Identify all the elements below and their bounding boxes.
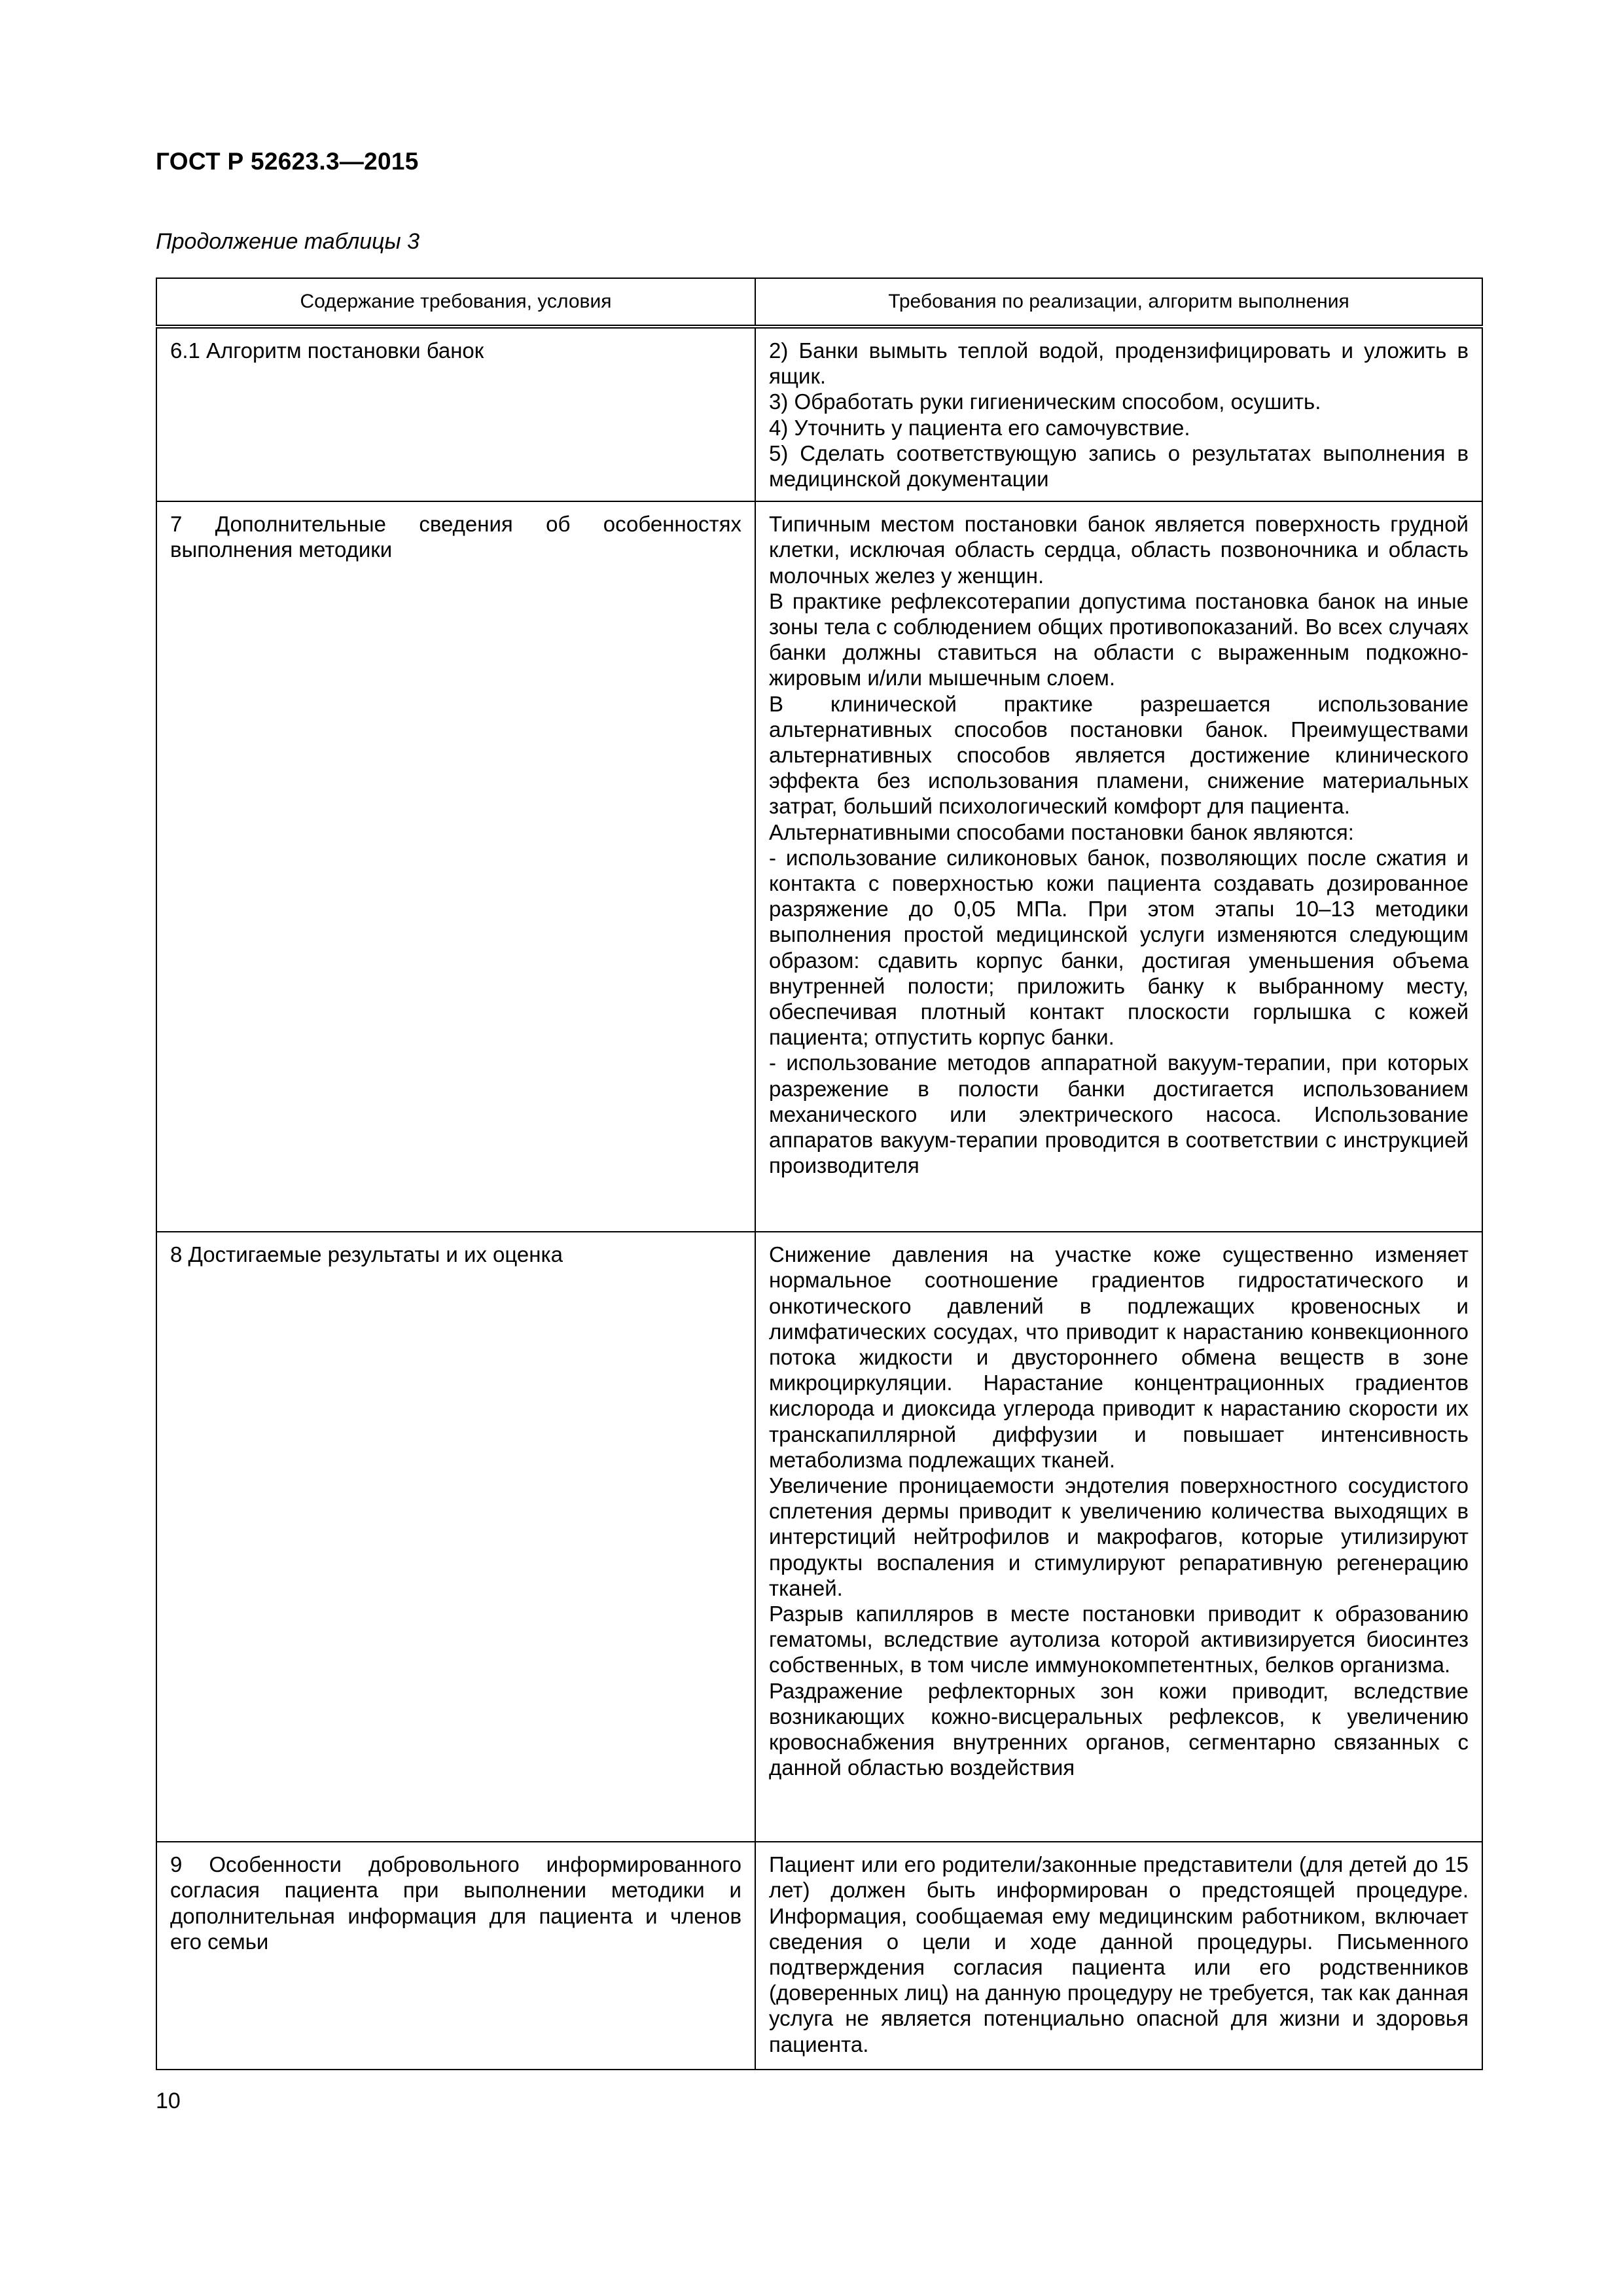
column-header-implementation: Требования по реализации, алгоритм выполнения <box>755 278 1482 327</box>
implementation-text: Типичным местом постановки банок является поверхность грудной клетки, исключая область сердца, область позвоночника и область молочных желез у женщин. В практике рефлексотерапии допустима постановка банок на иные зоны тела с соблюдением общих противопоказаний. Во всех случаях банки должны ставиться на области с выраженным подкожно-жировым и/или мышечным слоем. В клинической практике разрешается использование альтернативных способов постановки банок. Преимуществами альтернативных способов является достижение клинического эффекта без использования пламени, снижение материальных затрат, больший психологический комфорт для пациента. Альтернативными способами постановки банок являются: - использование силиконовых банок, позволяющих после сжатия и контакта с поверхностью кожи пациента создавать дозированное разряжение до 0,05 МПа. При этом этапы 10–13 методики выполнения простой медицинской услуги изменяются следующим образом: сдавить корпус банки, достигая уменьшения объема внутренней полости; приложить банку к выбранному месту, обеспечивая плотный контакт плоскости горлышка с кожей пациента; отпустить корпус банки. - использование методов аппаратной вакуум-терапии, при которых разрежение в полости банки достигается использованием механического или электрического насоса. Использование аппаратов вакуум-терапии проводится в соответствии с инструкцией производителя <box>769 512 1469 1178</box>
requirement-cell <box>156 1842 755 2070</box>
table-header <box>156 278 1482 327</box>
table-body <box>156 327 1482 2070</box>
requirement-text: 6.1 Алгоритм постановки банок <box>170 338 484 363</box>
table-row <box>156 327 1482 501</box>
document-header: ГОСТ Р 52623.3—2015 <box>156 148 419 175</box>
table-row <box>156 1232 1482 1842</box>
header-row <box>156 278 1482 327</box>
requirement-text: 9 Особенности добровольного информированного согласия пациента при выполнении методики и дополнительная информация для пациента и членов его семьи <box>170 1852 741 1954</box>
page-number: 10 <box>156 2089 181 2113</box>
table-row <box>156 501 1482 1232</box>
implementation-cell <box>755 1232 1482 1842</box>
requirement-text: 8 Достигаемые результаты и их оценка <box>170 1242 563 1267</box>
table-row <box>156 1842 1482 2070</box>
requirement-text: 7 Дополнительные сведения об особенностях выполнения методики <box>170 512 741 562</box>
requirements-table <box>156 278 1483 2070</box>
implementation-cell <box>755 501 1482 1232</box>
requirement-cell <box>156 327 755 501</box>
implementation-cell <box>755 327 1482 501</box>
implementation-text: 2) Банки вымыть теплой водой, продензифицировать и уложить в ящик. 3) Обработать руки гигиеническим способом, осушить. 4) Уточнить у пациента его самочувствие. 5) Сделать соответствующую запись о результатах выполнения в медицинской документации <box>769 338 1469 492</box>
requirement-cell <box>156 501 755 1232</box>
requirement-cell <box>156 1232 755 1842</box>
implementation-text: Пациент или его родители/законные представители (для детей до 15 лет) должен быть информирован о предстоящей процедуре. Информация, сообщаемая ему медицинским работником, включает сведения о цели и ходе данной процедуры. Письменного подтверждения согласия пациента или его родственников (доверенных лиц) на данную процедуру не требуется, так как данная услуга не является потенциально опасной для жизни и здоровья пациента. <box>769 1852 1469 2056</box>
column-header-requirement: Содержание требования, условия <box>156 278 755 327</box>
implementation-cell <box>755 1842 1482 2070</box>
implementation-text: Снижение давления на участке коже существенно изменяет нормальное соотношение градиентов гидростатического и онкотического давлений в подлежащих кровеносных и лимфатических сосудах, что приводит к нарастанию конвекционного потока жидкости и двустороннего обмена веществ в зоне микроциркуляции. Нарастание концентрационных градиентов кислорода и диоксида углерода приводит к нарастанию скорости их транскапиллярной диффузии и повышает интенсивность метаболизма подлежащих тканей. Увеличение проницаемости эндотелия поверхностного сосудистого сплетения дермы приводит к увеличению количества выходящих в интерстиций нейтрофилов и макрофагов, которые утилизируют продукты воспаления и стимулируют репаративную регенерацию тканей. Разрыв капилляров в месте постановки приводит к образованию гематомы, вследствие аутолиза которой активизируется биосинтез собственных, в том числе иммунокомпетентных, белков организма. Раздражение рефлекторных зон кожи приводит, вследствие возникающих кожно-висцеральных рефлексов, к увеличению кровоснабжения внутренних органов, сегментарно связанных с данной областью воздействия <box>769 1242 1469 1780</box>
table-caption: Продолжение таблицы 3 <box>156 229 419 254</box>
